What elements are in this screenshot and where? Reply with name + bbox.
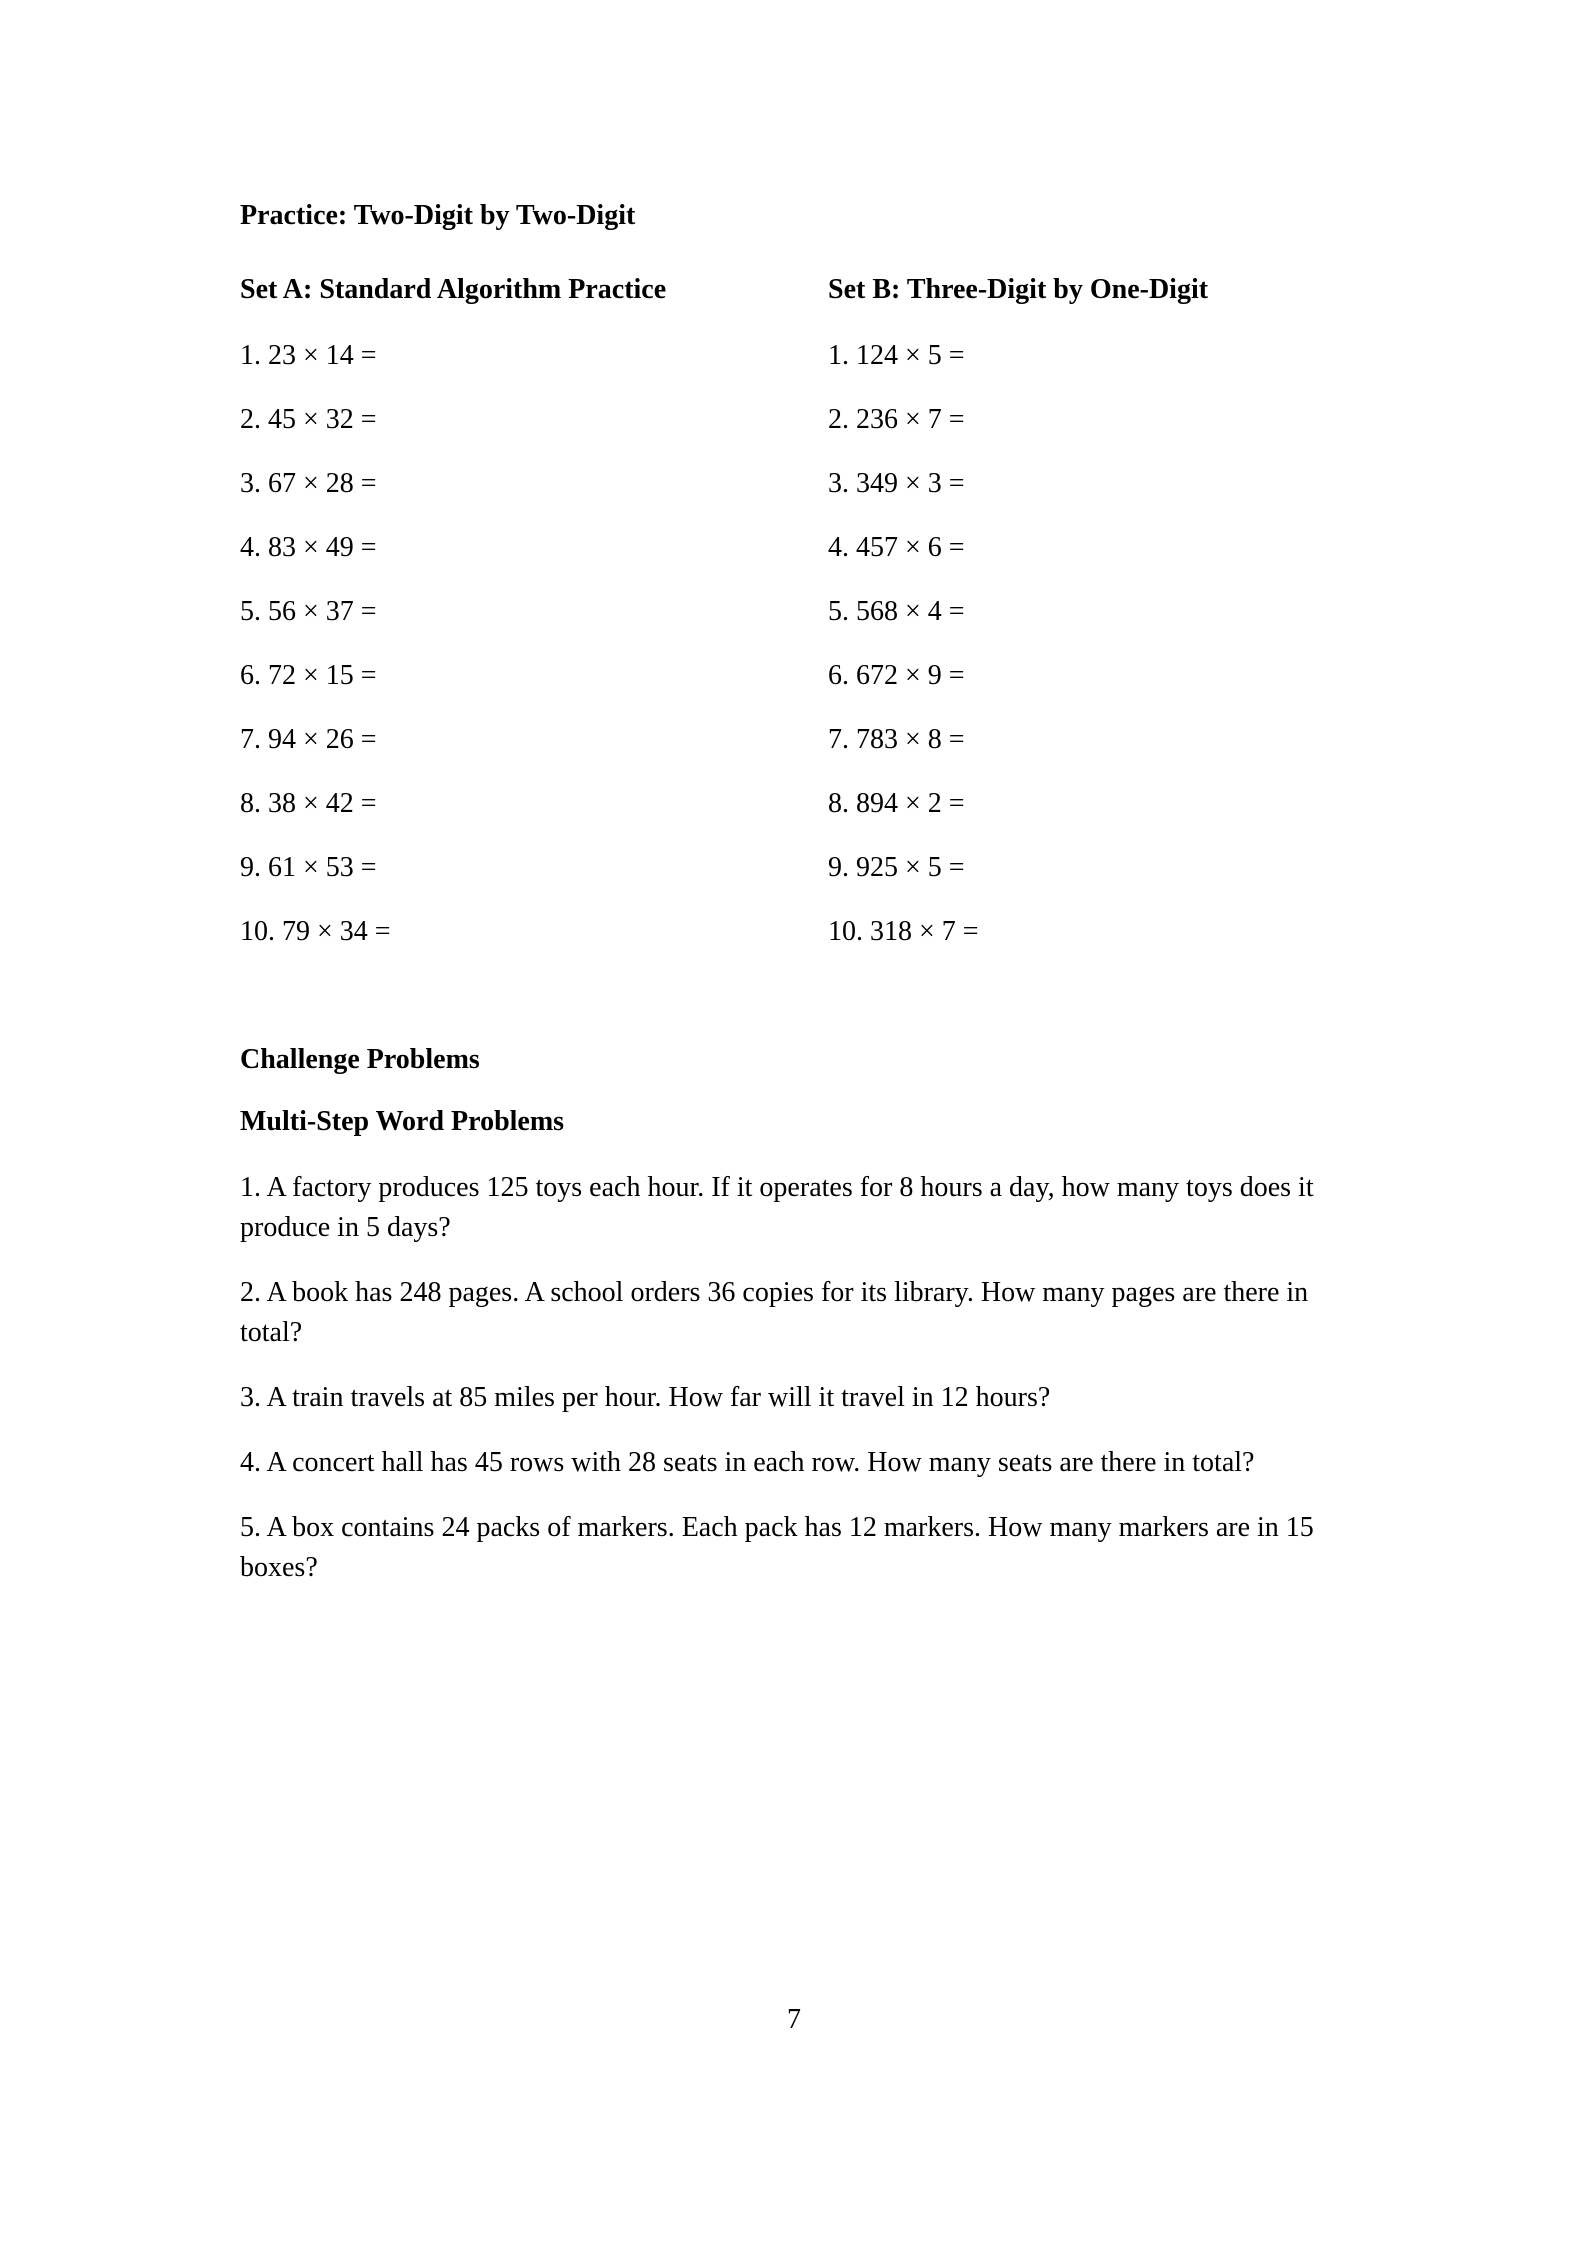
problem-item: 5. 56 × 37 =	[240, 596, 377, 627]
set-a-heading: Set A: Standard Algorithm Practice	[240, 274, 667, 305]
problem-item: 1. 124 × 5 =	[828, 340, 965, 371]
challenge-heading: Challenge Problems	[240, 1044, 480, 1075]
problem-item: 3. 67 × 28 =	[240, 468, 377, 499]
word-problem: 1. A factory produces 125 toys each hour. If it operates for 8 hours a day, how many toys does it produce in 5 days?	[240, 1172, 1314, 1243]
problem-item: 5. 568 × 4 =	[828, 596, 965, 627]
word-problem: 3. A train travels at 85 miles per hour. How far will it travel in 12 hours?	[240, 1382, 1051, 1413]
problem-item: 3. 349 × 3 =	[828, 468, 965, 499]
problem-item: 1. 23 × 14 =	[240, 340, 377, 371]
word-problem: 4. A concert hall has 45 rows with 28 seats in each row. How many seats are there in total?	[240, 1447, 1255, 1478]
problem-item: 6. 672 × 9 =	[828, 660, 965, 691]
problem-item: 6. 72 × 15 =	[240, 660, 377, 691]
challenge-section	[240, 1040, 1348, 1588]
problem-item: 8. 894 × 2 =	[828, 788, 965, 819]
word-problem: 5. A box contains 24 packs of markers. Each pack has 12 markers. How many markers are in 15 boxes?	[240, 1512, 1314, 1583]
problem-columns	[240, 270, 1348, 976]
set-b-column	[828, 270, 1348, 976]
problem-item: 9. 925 × 5 =	[828, 852, 965, 883]
problem-item: 2. 236 × 7 =	[828, 404, 965, 435]
problem-item: 10. 79 × 34 =	[240, 916, 391, 947]
problem-item: 4. 83 × 49 =	[240, 532, 377, 563]
set-b-heading: Set B: Three-Digit by One-Digit	[828, 274, 1209, 305]
problem-item: 9. 61 × 53 =	[240, 852, 377, 883]
word-problems-subheading: Multi-Step Word Problems	[240, 1106, 565, 1137]
problem-item: 7. 94 × 26 =	[240, 724, 377, 755]
page-number: 7	[787, 2004, 801, 2035]
problem-item: 2. 45 × 32 =	[240, 404, 377, 435]
page-title: Practice: Two-Digit by Two-Digit	[240, 200, 636, 231]
problem-item: 4. 457 × 6 =	[828, 532, 965, 563]
set-a-column	[240, 270, 828, 976]
problem-item: 7. 783 × 8 =	[828, 724, 965, 755]
word-problem: 2. A book has 248 pages. A school orders 36 copies for its library. How many pages are there in total?	[240, 1277, 1309, 1348]
problem-item: 10. 318 × 7 =	[828, 916, 979, 947]
problem-item: 8. 38 × 42 =	[240, 788, 377, 819]
page-content	[240, 196, 1348, 1613]
